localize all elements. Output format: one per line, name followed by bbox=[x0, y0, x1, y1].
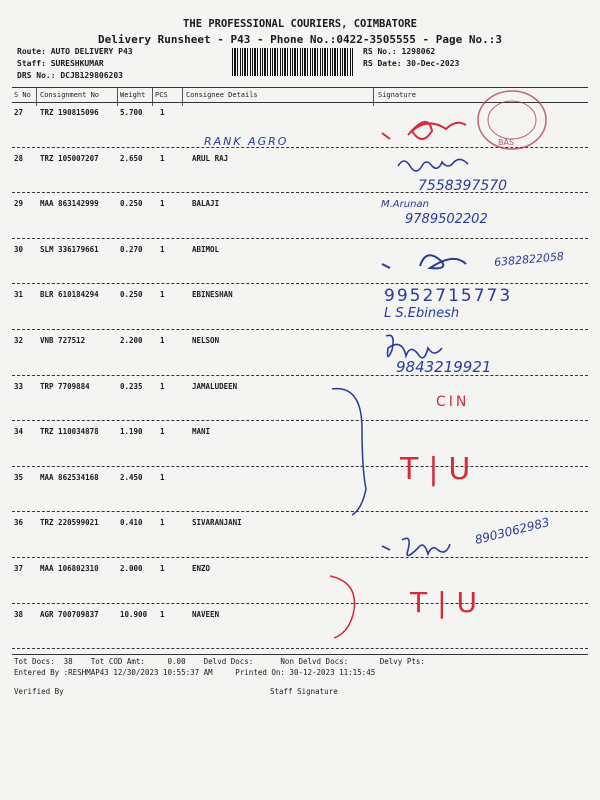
row-consignment: MAA 106802310 bbox=[40, 564, 99, 573]
col-divider bbox=[152, 88, 153, 106]
rs-date: RS Date: 30-Dec-2023 bbox=[363, 59, 460, 68]
row-consignment: AGR 700709837 bbox=[40, 610, 99, 619]
row-sno: 31 bbox=[14, 290, 24, 299]
row-separator bbox=[12, 603, 588, 604]
row-separator bbox=[12, 238, 588, 239]
row-consignment: MAA 862534168 bbox=[40, 473, 99, 482]
row-pcs: 1 bbox=[160, 427, 165, 436]
row-consignment: TRP 7709884 bbox=[40, 382, 90, 391]
row-weight: 1.190 bbox=[120, 427, 143, 436]
row-consignment: TRZ 220599021 bbox=[40, 518, 99, 527]
staff-signature-label: Staff Signature bbox=[270, 687, 338, 696]
row-sno: 30 bbox=[14, 245, 24, 254]
col-divider bbox=[117, 88, 118, 106]
row-separator bbox=[12, 283, 588, 284]
row-consignment: TRZ 105007207 bbox=[40, 154, 99, 163]
row-pcs: 1 bbox=[160, 610, 165, 619]
row-consignment: VNB 727512 bbox=[40, 336, 86, 345]
row-separator bbox=[12, 557, 588, 558]
verified-by-label: Verified By bbox=[14, 687, 64, 696]
row-sno: 32 bbox=[14, 336, 24, 345]
handwritten-consignee-27: RANK AGRO bbox=[204, 135, 289, 148]
row-consignee: BALAJI bbox=[192, 199, 220, 208]
row-pcs: 1 bbox=[160, 199, 165, 208]
col-sno: S No bbox=[14, 91, 31, 99]
row-weight: 0.250 bbox=[120, 199, 143, 208]
col-signature: Signature bbox=[378, 91, 416, 99]
row-consignment: BLR 610184294 bbox=[40, 290, 99, 299]
row-separator bbox=[12, 420, 588, 421]
row-weight: 0.235 bbox=[120, 382, 143, 391]
drs-number: DRS No.: DCJB129806203 bbox=[17, 71, 123, 80]
runsheet-title: Delivery Runsheet - P43 - Phone No.:0422-3505555 - Page No.:3 bbox=[98, 33, 502, 46]
handwritten-name-29: M.Arunan bbox=[381, 199, 429, 210]
row-consignment: TRZ 190815096 bbox=[40, 108, 99, 117]
row-consignment: TRZ 110034878 bbox=[40, 427, 99, 436]
row-pcs: 1 bbox=[160, 154, 165, 163]
brace-33-35 bbox=[330, 385, 370, 517]
row-sno: 38 bbox=[14, 610, 24, 619]
handwritten-phone-28: 7558397570 bbox=[418, 178, 508, 194]
row-pcs: 1 bbox=[160, 382, 165, 391]
handwritten-phone-32: 9843219921 bbox=[396, 358, 492, 376]
row-separator bbox=[12, 511, 588, 512]
row-sno: 29 bbox=[14, 199, 24, 208]
row-separator bbox=[12, 648, 588, 649]
row-sno: 36 bbox=[14, 518, 24, 527]
col-consignee: Consignee Details bbox=[186, 91, 258, 99]
row-weight: 2.000 bbox=[120, 564, 143, 573]
row-weight: 2.650 bbox=[120, 154, 143, 163]
col-weight: Weight bbox=[120, 91, 146, 99]
stamp-text: BAS bbox=[498, 138, 515, 147]
row-sno: 27 bbox=[14, 108, 24, 117]
handwritten-note-tlu-1: T|U bbox=[400, 452, 481, 487]
route-label: Route: AUTO DELIVERY P43 bbox=[17, 47, 133, 56]
row-consignment: MAA 863142999 bbox=[40, 199, 99, 208]
row-consignee: JAMALUDEEN bbox=[192, 382, 238, 391]
handwritten-phone-30: 6382822058 bbox=[493, 249, 565, 270]
row-consignee: ABIMOL bbox=[192, 245, 220, 254]
row-consignee: ARUL RAJ bbox=[192, 154, 229, 163]
company-title: THE PROFESSIONAL COURIERS, COIMBATORE bbox=[183, 18, 417, 30]
row-pcs: 1 bbox=[160, 473, 165, 482]
row-pcs: 1 bbox=[160, 336, 165, 345]
signature-27 bbox=[378, 115, 488, 147]
col-consignment: Consignment No bbox=[40, 91, 100, 99]
signature-30 bbox=[380, 246, 490, 276]
row-consignee: NAVEEN bbox=[192, 610, 220, 619]
col-divider bbox=[36, 88, 37, 106]
row-weight: 2.200 bbox=[120, 336, 143, 345]
row-weight: 2.450 bbox=[120, 473, 143, 482]
row-pcs: 1 bbox=[160, 245, 165, 254]
row-consignee: ENZO bbox=[192, 564, 211, 573]
staff-label: Staff: SURESHKUMAR bbox=[17, 59, 104, 68]
col-divider bbox=[373, 88, 374, 106]
footer-entered-printed: Entered By :RESHMAP43 12/30/2023 10:55:37 AM Printed On: 30-12-2023 11:15:45 bbox=[14, 668, 376, 677]
row-sno: 28 bbox=[14, 154, 24, 163]
handwritten-phone-36: 8903062983 bbox=[473, 514, 551, 548]
row-sno: 37 bbox=[14, 564, 24, 573]
handwritten-phone-29: 9789502202 bbox=[405, 212, 488, 227]
row-separator bbox=[12, 329, 588, 330]
signature-28 bbox=[392, 152, 492, 178]
brace-37-38 bbox=[326, 572, 366, 642]
row-pcs: 1 bbox=[160, 290, 165, 299]
row-consignee: NELSON bbox=[192, 336, 220, 345]
row-separator bbox=[12, 375, 588, 376]
row-consignee: SIVARANJANI bbox=[192, 518, 242, 527]
col-pcs: PCS bbox=[155, 91, 168, 99]
row-weight: 5.700 bbox=[120, 108, 143, 117]
handwritten-note-cin: CIN bbox=[436, 394, 470, 410]
row-weight: 10.900 bbox=[120, 610, 148, 619]
row-weight: 0.250 bbox=[120, 290, 143, 299]
footer-totals: Tot Docs: 38 Tot COD Amt: 0.00 Delvd Docs: Non Delvd Docs: Delvy Pts: bbox=[14, 657, 425, 666]
signature-36 bbox=[380, 530, 470, 560]
barcode bbox=[232, 48, 354, 76]
row-weight: 0.410 bbox=[120, 518, 143, 527]
row-pcs: 1 bbox=[160, 564, 165, 573]
handwritten-note-tlu-2: T|U bbox=[410, 586, 488, 619]
row-consignee: EBINESHAN bbox=[192, 290, 233, 299]
row-consignment: SLM 336179661 bbox=[40, 245, 99, 254]
footer-rule bbox=[12, 654, 588, 655]
row-sno: 33 bbox=[14, 382, 24, 391]
handwritten-signature-31: L S.Ebinesh bbox=[384, 306, 460, 321]
rs-number: RS No.: 1298062 bbox=[363, 47, 436, 56]
col-divider bbox=[182, 88, 183, 106]
handwritten-phone-31: 9952715773 bbox=[384, 286, 513, 306]
row-separator bbox=[12, 466, 588, 467]
row-sno: 34 bbox=[14, 427, 24, 436]
row-pcs: 1 bbox=[160, 518, 165, 527]
row-pcs: 1 bbox=[160, 108, 165, 117]
row-sno: 35 bbox=[14, 473, 24, 482]
row-weight: 0.270 bbox=[120, 245, 143, 254]
row-consignee: MANI bbox=[192, 427, 211, 436]
